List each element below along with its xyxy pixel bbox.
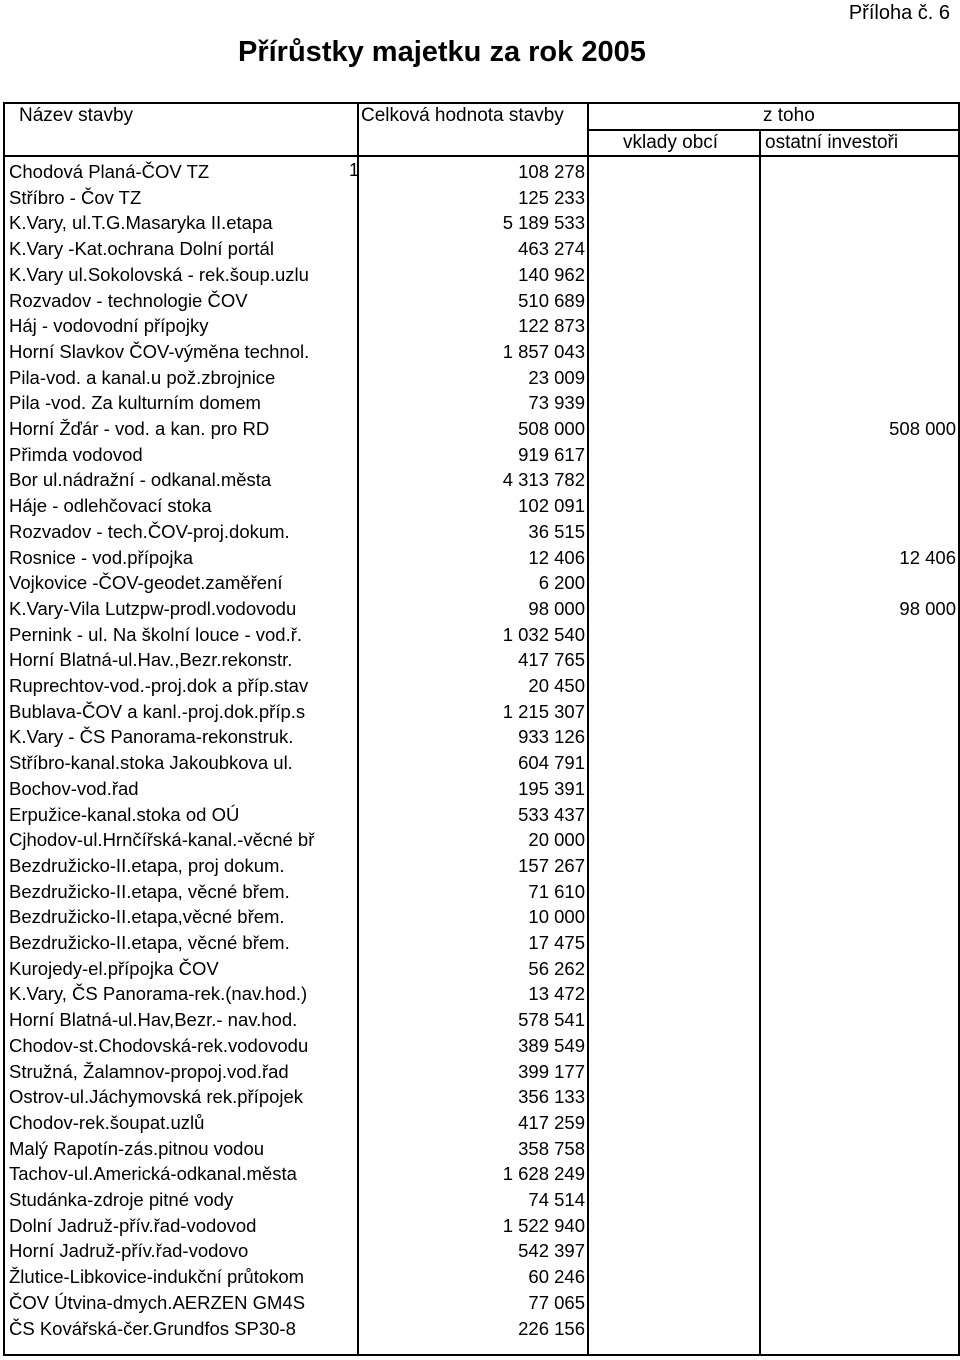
page-title: Přírůstky majetku za rok 2005 — [238, 36, 646, 68]
row-name: Bor ul.nádražní - odkanal.města — [9, 469, 272, 491]
row-name: Žlutice-Libkovice-indukční průtokom — [9, 1266, 305, 1288]
row-name: Studánka-zdroje pitné vody — [9, 1189, 234, 1210]
annex-label: Příloha č. 6 — [848, 2, 950, 24]
row-total-value: 226 156 — [518, 1317, 585, 1339]
row-name: Stružná, Žalamnov-propoj.vod.řad — [9, 1060, 289, 1082]
table-row — [3, 236, 960, 262]
table-row — [3, 596, 960, 622]
table-row — [3, 622, 960, 648]
row-name: Stříbro-kanal.stoka Jakoubkova ul. — [9, 752, 293, 774]
row-name: Chodová Planá-ČOV TZ — [9, 161, 210, 182]
row-name: Bezdružicko-II.etapa, věcné břem. — [9, 880, 290, 902]
row-total-value: 604 791 — [518, 752, 585, 774]
row-total-value: 358 758 — [518, 1137, 585, 1159]
row-name: Rosnice - vod.přípojka — [9, 546, 194, 568]
row-other-investors-value: 508 000 — [889, 418, 956, 439]
table-row — [3, 159, 960, 185]
table-row — [3, 519, 960, 545]
row-total-value: 919 617 — [518, 443, 585, 465]
row-name: Rozvadov - tech.ČOV-proj.dokum. — [9, 520, 290, 542]
table-row — [3, 699, 960, 725]
row-name: Bublava-ČOV a kanl.-proj.dok.příp.s — [9, 700, 306, 722]
row-total-value: 4 313 782 — [502, 469, 585, 491]
row-name: Chodov-rek.šoupat.uzlů — [9, 1111, 205, 1133]
row-name: K.Vary -Kat.ochrana Dolní portál — [9, 238, 274, 260]
table-row — [3, 210, 960, 236]
row-total-value: 98 000 — [528, 597, 585, 619]
row-total-value: 102 091 — [518, 495, 585, 517]
row-total-value: 77 065 — [528, 1291, 585, 1313]
row-total-value: 5 189 533 — [502, 212, 585, 234]
table-row — [3, 1161, 960, 1187]
header-of-which: z toho — [763, 105, 815, 126]
row-name: Erpužice-kanal.stoka od OÚ — [9, 803, 240, 825]
table-row — [3, 879, 960, 905]
row-total-value: 1 857 043 — [502, 340, 585, 362]
row-total-value: 73 939 — [528, 392, 585, 414]
row-name: Kurojedy-el.přípojka ČOV — [9, 957, 219, 979]
table-row — [3, 570, 960, 596]
table-row — [3, 827, 960, 853]
row-name: Tachov-ul.Americká-odkanal.města — [9, 1163, 297, 1185]
row-name: Háje - odlehčovací stoka — [9, 495, 212, 517]
row-total-value: 71 610 — [528, 880, 585, 902]
table-row — [3, 776, 960, 802]
row-name: Dolní Jadruž-přív.řad-vodovod — [9, 1214, 257, 1236]
subheader-line — [587, 129, 960, 131]
row-other-investors-value: 12 406 — [899, 546, 956, 568]
row-name: Bezdružicko-II.etapa, věcné břem. — [9, 932, 290, 953]
table-row — [3, 1059, 960, 1085]
row-name: Horní Jadruž-přív.řad-vodovo — [9, 1240, 249, 1262]
header-municipal: vklady obcí — [623, 132, 719, 153]
row-total-value: 463 274 — [518, 238, 585, 260]
row-total-value: 578 541 — [518, 1009, 585, 1031]
table-row — [3, 802, 960, 828]
row-total-value: 533 437 — [518, 803, 585, 825]
row-total-value: 389 549 — [518, 1034, 585, 1056]
row-name: Stříbro - Čov TZ — [9, 186, 142, 208]
table-row — [3, 1238, 960, 1264]
row-total-value: 1 522 940 — [502, 1214, 585, 1236]
table-row — [3, 1264, 960, 1290]
table-row — [3, 1084, 960, 1110]
row-total-value: 195 391 — [518, 777, 585, 799]
row-name: K.Vary - ČS Panorama-rekonstruk. — [9, 726, 294, 748]
table-top-border — [3, 102, 960, 104]
row-name: K.Vary, ul.T.G.Masaryka II.etapa — [9, 212, 273, 234]
table-row — [3, 313, 960, 339]
row-name: ČS Kovářská-čer.Grundfos SP30-8 — [9, 1317, 296, 1339]
row-name: Vojkovice -ČOV-geodet.zaměření — [9, 572, 283, 594]
row-total-value: 122 873 — [518, 315, 585, 337]
row-name: Horní Žďár - vod. a kan. pro RD — [9, 418, 270, 439]
row-name: Ostrov-ul.Jáchymovská rek.přípojek — [9, 1086, 304, 1108]
table-row — [3, 365, 960, 391]
row-total-value: 417 765 — [518, 649, 585, 671]
row-total-value: 17 475 — [528, 932, 585, 953]
table-row — [3, 1187, 960, 1213]
row-total-value: 1 032 540 — [502, 623, 585, 645]
table-row — [3, 493, 960, 519]
header-name: Název stavby — [19, 105, 134, 126]
table-row — [3, 930, 960, 956]
row-total-value: 56 262 — [528, 957, 585, 979]
table-row — [3, 545, 960, 571]
row-name: Bezdružicko-II.etapa,věcné břem. — [9, 906, 285, 928]
table-row — [3, 262, 960, 288]
row-total-value: 108 278 — [518, 161, 585, 182]
row-total-value: 542 397 — [518, 1240, 585, 1262]
table-row — [3, 467, 960, 493]
row-total-value: 60 246 — [528, 1266, 585, 1288]
table-row — [3, 750, 960, 776]
row-name: Pila-vod. a kanal.u pož.zbrojnice — [9, 366, 276, 388]
table-row — [3, 1136, 960, 1162]
table-bottom-border — [3, 1354, 960, 1356]
row-name: Rozvadov - technologie ČOV — [9, 289, 248, 311]
row-total-value: 13 472 — [528, 983, 585, 1005]
row-total-value: 23 009 — [528, 366, 585, 388]
row-total-value: 157 267 — [518, 854, 585, 876]
row-name: Bochov-vod.řad — [9, 777, 139, 799]
row-total-value: 20 450 — [528, 675, 585, 696]
table-row — [3, 647, 960, 673]
row-mark: 1 — [349, 160, 360, 180]
row-total-value: 36 515 — [528, 520, 585, 542]
table-row — [3, 1110, 960, 1136]
row-total-value: 356 133 — [518, 1086, 585, 1108]
table-row — [3, 1033, 960, 1059]
row-name: Chodov-st.Chodovská-rek.vodovodu — [9, 1034, 309, 1056]
table-row — [3, 288, 960, 314]
table-row — [3, 339, 960, 365]
table-row — [3, 673, 960, 699]
table-row — [3, 416, 960, 442]
header-total: Celková hodnota stavby — [361, 105, 564, 126]
row-name: Horní Blatná-ul.Hav.,Bezr.rekonstr. — [9, 649, 293, 671]
table-row — [3, 1213, 960, 1239]
row-name: Cjhodov-ul.Hrnčířská-kanal.-věcné bř — [9, 829, 315, 851]
row-total-value: 74 514 — [528, 1189, 585, 1210]
row-name: Pila -vod. Za kulturním domem — [9, 392, 261, 414]
row-total-value: 10 000 — [528, 906, 585, 928]
row-name: Ruprechtov-vod.-proj.dok a příp.stav — [9, 675, 309, 696]
row-name: Pernink - ul. Na školní louce - vod.ř. — [9, 623, 303, 645]
row-name: Přimda vodovod — [9, 443, 143, 465]
row-total-value: 140 962 — [518, 263, 585, 285]
row-total-value: 6 200 — [538, 572, 585, 594]
table-row — [3, 981, 960, 1007]
row-other-investors-value: 98 000 — [899, 597, 956, 619]
row-name: K.Vary-Vila Lutzpw-prodl.vodovodu — [9, 597, 297, 619]
table-row — [3, 724, 960, 750]
row-name: Malý Rapotín-zás.pitnou vodou — [9, 1137, 265, 1159]
row-total-value: 510 689 — [518, 289, 585, 311]
table-row — [3, 904, 960, 930]
row-total-value: 20 000 — [528, 829, 585, 851]
row-total-value: 933 126 — [518, 726, 585, 748]
row-name: Horní Blatná-ul.Hav,Bezr.- nav.hod. — [9, 1009, 298, 1031]
table-row — [3, 1007, 960, 1033]
row-total-value: 1 628 249 — [502, 1163, 585, 1185]
row-name: K.Vary, ČS Panorama-rek.(nav.hod.) — [9, 983, 308, 1005]
row-name: Bezdružicko-II.etapa, proj dokum. — [9, 854, 285, 876]
table-row — [3, 390, 960, 416]
table-row — [3, 853, 960, 879]
row-total-value: 12 406 — [528, 546, 585, 568]
table-row — [3, 185, 960, 211]
header-other: ostatní investoři — [765, 132, 899, 153]
row-name: Horní Slavkov ČOV-výměna technol. — [9, 340, 310, 362]
row-total-value: 399 177 — [518, 1060, 585, 1082]
assets-table — [3, 102, 960, 1356]
row-total-value: 125 233 — [518, 186, 585, 208]
table-row — [3, 956, 960, 982]
table-row — [3, 1290, 960, 1316]
table-row — [3, 1316, 960, 1342]
row-total-value: 1 215 307 — [502, 700, 585, 722]
row-name: K.Vary ul.Sokolovská - rek.šoup.uzlu — [9, 263, 309, 285]
row-name: Háj - vodovodní přípojky — [9, 315, 209, 337]
row-total-value: 417 259 — [518, 1111, 585, 1133]
row-name: ČOV Útvina-dmych.AERZEN GM4S — [9, 1291, 306, 1313]
table-row — [3, 442, 960, 468]
row-total-value: 508 000 — [518, 418, 585, 439]
header-bottom-line — [3, 155, 960, 157]
